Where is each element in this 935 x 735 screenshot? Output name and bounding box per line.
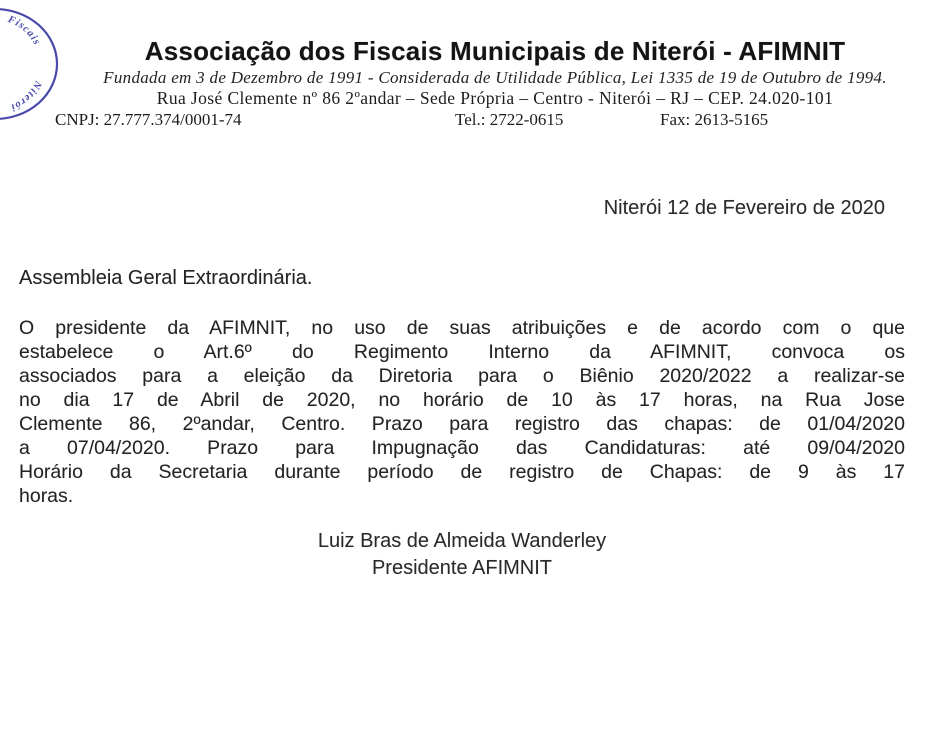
contact-row [55,110,935,130]
body-line: associados para a eleição da Diretoria para o Biênio 2020/2022 a realizar-se [19,365,905,387]
organization-title: Associação dos Fiscais Municipais de Niterói - AFIMNIT [144,36,846,66]
signatory-role: Presidente AFIMNIT [371,557,553,579]
body-line: horas. [19,485,74,507]
subject-line: Assembleia Geral Extraordinária. [19,267,313,289]
body-line: Clemente 86, 2ºandar, Centro. Prazo para registro das chapas: de 01/04/2020 [19,413,905,435]
body-line: estabelece o Art.6º do Regimento Interno da AFIMNIT, convoca os [19,341,905,363]
founding-line: Fundada em 3 de Dezembro de 1991 - Considerada de Utilidade Pública, Lei 1335 de 19 de Outubro de 1994. [103,68,887,87]
signature-block [19,528,905,582]
body-line: a 07/04/2020. Prazo para Impugnação das Candidaturas: até 09/04/2020 [19,437,905,459]
letterhead [0,36,935,130]
telephone-text: Tel.: 2722-0615 [455,110,564,129]
body-paragraph [19,316,905,508]
address-line: Rua José Clemente nº 86 2ºandar – Sede Própria – Centro - Niterói – RJ – CEP. 24.020-101 [156,88,834,108]
cnpj-text: CNPJ: 27.777.374/0001-74 [55,110,242,129]
body-line: Horário da Secretaria durante período de registro de Chapas: de 9 às 17 [19,461,905,483]
body-line: no dia 17 de Abril de 2020, no horário de 10 às 17 horas, na Rua Jose [19,389,905,411]
seal-arc-text-side: Niterói [8,78,44,113]
fax-text: Fax: 2613-5165 [660,110,769,129]
body-line: O presidente da AFIMNIT, no uso de suas atribuições e de acordo com o que [19,317,905,339]
seal-arc-text-top: Fiscais [6,14,43,48]
signatory-name: Luiz Bras de Almeida Wanderley [317,530,607,552]
date-line: Niterói 12 de Fevereiro de 2020 [603,197,885,219]
